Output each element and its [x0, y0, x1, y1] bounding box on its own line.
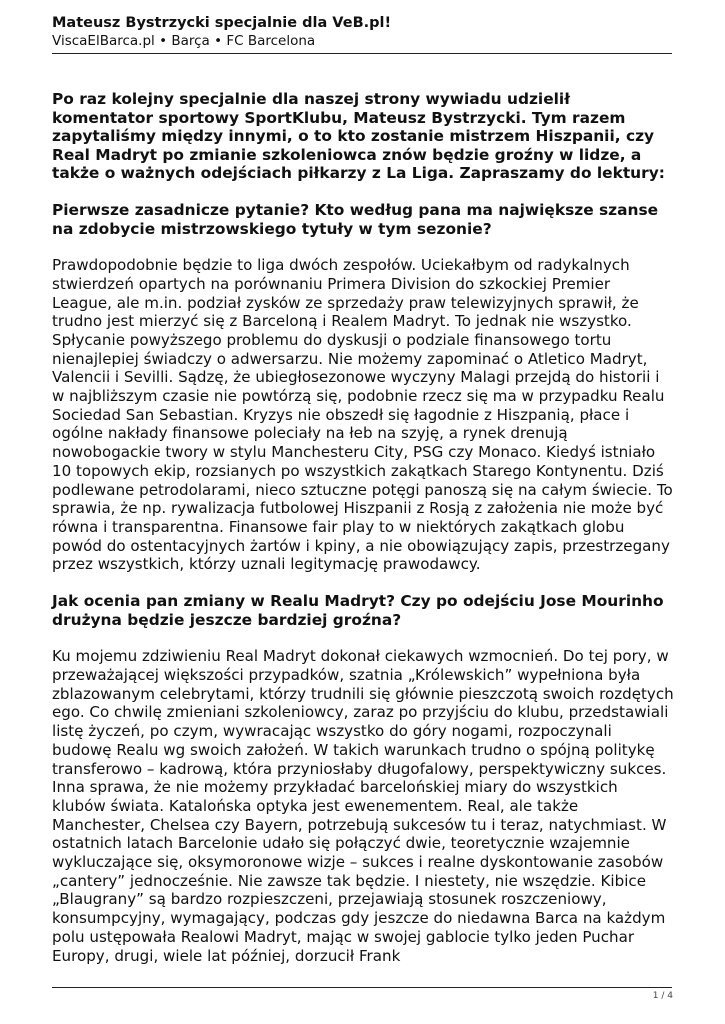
article-intro: Po raz kolejny specjalnie dla naszej strony wywiadu udzielił komentator sportowy SportKlubu, Mateusz Bystrzycki. Tym razem zapytaliśmy między innymi, o to kto zostanie mistrzem Hiszpanii, czy Real Madryt po zmianie szkoleniowca znów będzie groźny w lidze, a także o ważnych odejściach piłkarzy z La Liga. Zapraszamy do lektury: [52, 90, 665, 183]
document-title: Mateusz Bystrzycki specjalnie dla VeB.pl! [52, 15, 392, 31]
article-body [52, 90, 674, 983]
question-2: Jak ocenia pan zmiany w Realu Madryt? Czy po odejściu Jose Mourinho drużyna będzie jeszcze bardziej groźna? [52, 592, 664, 629]
document-subtitle: ViscaElBarca.pl • Barça • FC Barcelona [52, 33, 316, 49]
answer-1: Prawdopodobnie będzie to liga dwóch zespołów. Uciekałbym od radykalnych stwierdzeń opartych na porównaniu Primera Division do szkockiej Premier League, ale m.in. podział zysków ze sprzedaży praw telewizyjnych sprawił, że trudno jest mierzyć się z Barceloną i Realem Madryt. To jednak nie wszystko. Spłycanie powyższego problemu do dyskusji o podziale finansowego tortu nienajlepiej świadczy o adwersarzu. Nie możemy zapominać o Atletico Madryt, Valencii i Sevilli. Sądzę, że ubiegłosezonowe wyczyny Malagi przejdą do historii i w najbliższym czasie nie powtórzą się, podobnie rzecz się ma w przypadku Realu Sociedad San Sebastian. Kryzys nie obszedł się łagodnie z Hiszpanią, płace i ogólne nakłady finansowe poleciały na łeb na szyję, a rynek drenują nowobogackie twory w stylu Manchesteru City, PSG czy Monaco. Kiedyś istniało 10 topowych ekip, rozsianych po wszystkich zakątkach Starego Kontynentu. Dziś podlewane petrodolarami, nieco sztuczne potęgi panoszą się na całym świecie. To sprawia, że np. rywalizacja futbolowej Hiszpanii z Rosją z założenia nie może być równa i transparentna. Finansowe fair play to w niektórych zakątkach globu powód do ostentacyjnych żartów i kpiny, a nie obowiązujący zapis, przestrzegany przez wszystkich, którzy uznali legitymację prawodawcy. [52, 256, 673, 574]
footer-divider [52, 987, 672, 988]
document-header [52, 14, 672, 50]
answer-2: Ku mojemu zdziwieniu Real Madryt dokonał ciekawych wzmocnień. Do tej pory, w przeważającej większości przypadków, szatnia „Królewskich” wypełniona była zblazowanym celebrytami, którzy trudnili się głównie pieszczotą swoich rozdętych ego. Co chwilę zmieniani szkoleniowcy, zaraz po przyjściu do klubu, przedstawiali listę życzeń, po czym, wywracając wszystko do góry nogami, rozpoczynali budowę Realu wg swoich założeń. W takich warunkach trudno o spójną politykę transferowo – kadrową, która przyniosłaby długofalowy, perspektywiczny sukces. Inna sprawa, że nie możemy przykładać barcelońskiej miary do wszystkich klubów świata. Katalońska optyka jest ewenementem. Real, ale także Manchester, Chelsea czy Bayern, potrzebują sukcesów tu i teraz, natychmiast. W ostatnich latach Barcelonie udało się połączyć dwie, teoretycznie wzajemnie wykluczające się, oksymoronowe wizje – sukces i realne dyskontowanie zasobów „cantery” jednocześnie. Nie zawsze tak będzie. I niestety, nie wszędzie. Kibice „Blaugrany” są bardzo rozpieszczeni, przejawiają stosunek roszczeniowy, konsumpcyjny, wymagający, podczas gdy jeszcze do niedawna Barca na każdym polu ustępowała Realowi Madryt, mając w swojej gablocie tylko jeden Puchar Europy, drugi, wiele lat później, dorzucił Frank [52, 647, 674, 965]
header-divider [52, 53, 672, 54]
question-1: Pierwsze zasadnicze pytanie? Kto według pana ma największe szanse na zdobycie mistrzowskiego tytuły w tym sezonie? [52, 200, 659, 238]
page-number: 1 / 4 [652, 991, 673, 1001]
